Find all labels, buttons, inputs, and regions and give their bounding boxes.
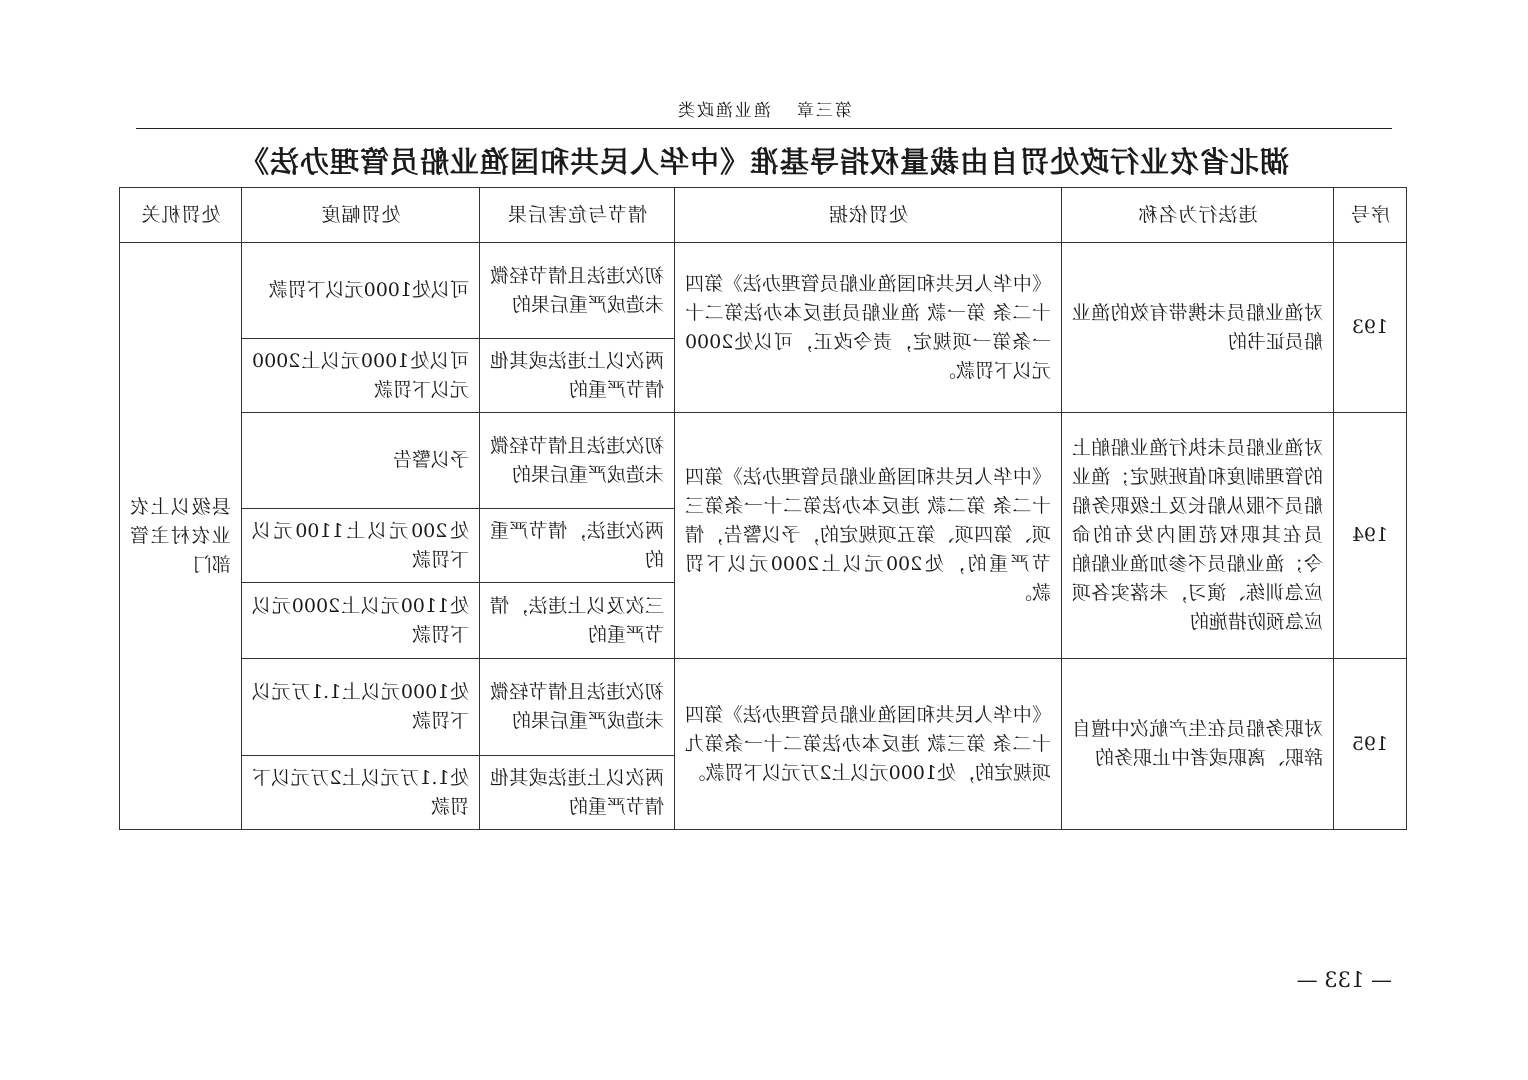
penalty-cell: 可以处1000元以上2000元以下罚款 bbox=[242, 339, 480, 413]
penalty-cell: 可以处1000元以下罚款 bbox=[242, 243, 480, 339]
circumstance-cell: 三次及以上违法，情节严重的 bbox=[480, 583, 675, 659]
circumstance-cell: 初次违法且情节轻微未造成严重后果的 bbox=[480, 243, 675, 339]
penalty-cell: 予以警告 bbox=[242, 413, 480, 509]
circumstance-cell: 两次以上违法或其他情节严重的 bbox=[480, 339, 675, 413]
table-row bbox=[120, 659, 1407, 756]
col-header-violation: 违法行为名称 bbox=[1062, 188, 1334, 243]
penalty-cell: 处1.1万元以上2万元以下罚款 bbox=[242, 756, 480, 830]
circumstance-cell: 初次违法且情节轻微未造成严重后果的 bbox=[480, 413, 675, 509]
violation-cell: 对渔业船员未携带有效的渔业船员证书的 bbox=[1062, 243, 1334, 413]
row-number: 195 bbox=[1334, 659, 1407, 830]
violation-cell: 对职务船员在生产航次中擅自辞职、离职或者中止职务的 bbox=[1062, 659, 1334, 830]
circumstance-cell: 初次违法且情节轻微未造成严重后果的 bbox=[480, 659, 675, 756]
circumstance-cell: 两次违法，情节严重的 bbox=[480, 509, 675, 583]
basis-cell: 《中华人民共和国渔业船员管理办法》第四十二条 第一款 渔业船员违反本办法第二十一条第一项规定，责令改正，可以处2000元以下罚款。 bbox=[675, 243, 1062, 413]
table-row bbox=[120, 243, 1407, 339]
basis-cell: 《中华人民共和国渔业船员管理办法》第四十二条 第二款 违反本办法第二十一条第三项、第四项、第五项规定的，予以警告，情节严重的，处200元以上2000元以下罚款。 bbox=[675, 413, 1062, 659]
table-header-row bbox=[120, 188, 1407, 243]
page-number: — 133 — bbox=[1296, 968, 1392, 992]
category-label: 渔业渔政类 bbox=[676, 101, 771, 121]
violation-cell: 对渔业船员未执行渔业船舶上的管理制度和值班规定；渔业船员不服从船长及上级职务船员在其职权范围内发布的命令；渔业船员不参加渔业船舶应急训练、演习，未落实各项应急预防措施的 bbox=[1062, 413, 1334, 659]
row-number: 194 bbox=[1334, 413, 1407, 659]
header-rule bbox=[136, 128, 1392, 129]
chapter-label: 第三章 bbox=[795, 101, 852, 121]
col-header-number: 序号 bbox=[1334, 188, 1407, 243]
col-header-authority: 处罚机关 bbox=[120, 188, 242, 243]
circumstance-cell: 两次以上违法或其他情节严重的 bbox=[480, 756, 675, 830]
table-row bbox=[120, 413, 1407, 509]
page-title: 湖北省农业行政处罚自由裁量权指导基准《中华人民共和国渔业船员管理办法》 bbox=[239, 145, 1290, 179]
row-number: 193 bbox=[1334, 243, 1407, 413]
penalty-table bbox=[119, 187, 1407, 830]
col-header-penalty: 处罚幅度 bbox=[242, 188, 480, 243]
authority-cell: 县级以上农业农村主管部门 bbox=[120, 243, 242, 830]
penalty-cell: 处1000元以上1.1万元以下罚款 bbox=[242, 659, 480, 756]
col-header-basis: 处罚依据 bbox=[675, 188, 1062, 243]
penalty-cell: 处1100元以上2000元以下罚款 bbox=[242, 583, 480, 659]
col-header-circumstance: 情节与危害后果 bbox=[480, 188, 675, 243]
basis-cell: 《中华人民共和国渔业船员管理办法》第四十二条 第三款 违反本办法第二十一条第九项规定的，处1000元以上2万元以下罚款。 bbox=[675, 659, 1062, 830]
penalty-cell: 处200元以上1100元以下罚款 bbox=[242, 509, 480, 583]
running-header bbox=[0, 96, 1528, 121]
